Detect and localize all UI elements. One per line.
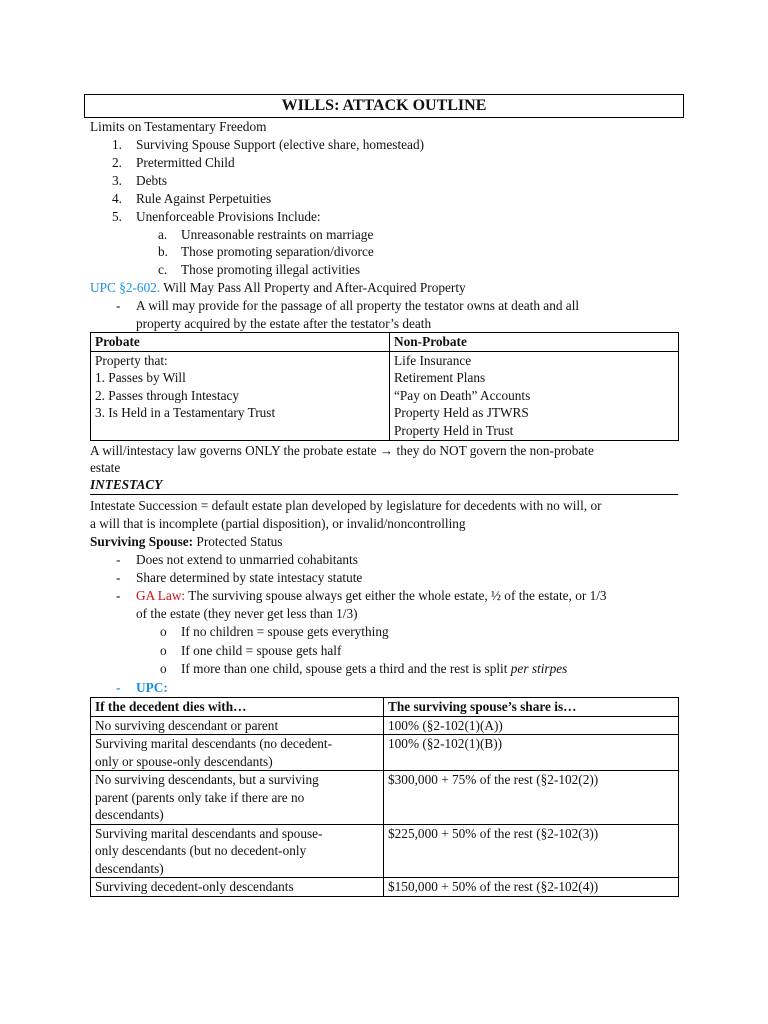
limits-subitem: Those promoting illegal activities: [181, 262, 361, 277]
circle-bullet-icon: o: [160, 661, 167, 676]
limits-subitem-letter: b.: [158, 244, 168, 259]
limits-item: Pretermitted Child: [136, 155, 235, 170]
limits-subitem: Unreasonable restraints on marriage: [181, 227, 374, 242]
table-row: [91, 824, 679, 878]
upc-share-table: [90, 697, 679, 897]
table-row: [91, 878, 679, 897]
decedent-cell: [91, 735, 384, 771]
ga-law-item: [181, 660, 567, 677]
decedent-cell-line: only or spouse-only descendants): [95, 753, 273, 769]
dash-bullet: -: [116, 552, 121, 567]
ga-law-item: If one child = spouse gets half: [181, 643, 342, 658]
per-stirpes-term: per stirpes: [510, 661, 568, 676]
decedent-cell: No surviving descendant or parent: [91, 716, 384, 735]
non-probate-line: Retirement Plans: [394, 370, 486, 385]
limits-subitem-letter: c.: [158, 262, 168, 277]
decedent-cell: [91, 771, 384, 825]
decedent-cell-line: Surviving marital descendants (no decedent-: [95, 736, 333, 751]
probate-table: [90, 332, 679, 441]
column-header-spouse-share: The surviving spouse’s share is…: [384, 698, 679, 717]
governs-text-part: they do NOT govern the non-probate: [396, 443, 594, 458]
governs-text: [90, 442, 594, 459]
table-row: [91, 351, 679, 440]
decedent-cell: Surviving decedent-only descendants: [91, 878, 384, 897]
right-arrow-icon: →: [379, 443, 394, 458]
limits-item-number: 4.: [112, 191, 122, 206]
probate-line: 1. Passes by Will: [95, 370, 186, 385]
ga-law-rule-continued: of the estate (they never get less than 1/3): [136, 606, 358, 621]
ga-law-label: GA Law:: [136, 588, 186, 603]
non-probate-line: Property Held as JTWRS: [394, 405, 529, 420]
column-header-probate: Probate: [91, 333, 390, 352]
column-header-decedent: If the decedent dies with…: [91, 698, 384, 717]
limits-item-number: 3.: [112, 173, 122, 188]
probate-line: Property that:: [95, 352, 168, 368]
non-probate-line: “Pay on Death” Accounts: [394, 387, 531, 403]
decedent-cell-line: descendants): [95, 860, 164, 876]
page-title: WILLS: ATTACK OUTLINE: [84, 94, 684, 118]
ga-law-rule: The surviving spouse always get either the whole estate, ½ of the estate, or 1/3: [188, 588, 607, 603]
surviving-spouse-label: Surviving Spouse:: [90, 534, 194, 549]
ga-law-item: If no children = spouse gets everything: [181, 624, 389, 639]
probate-line: 2. Passes through Intestacy: [95, 387, 240, 403]
upc-602-citation: UPC §2-602.: [90, 280, 161, 295]
limits-item: Unenforceable Provisions Include:: [136, 209, 321, 224]
limits-subitem: Those promoting separation/divorce: [181, 244, 374, 259]
upc-602-text: A will may provide for the passage of all property the testator owns at death and all: [136, 298, 580, 313]
spouse-bullet: Share determined by state intestacy statute: [136, 570, 363, 585]
share-cell: 100% (§2-102(1)(B)): [384, 735, 679, 771]
circle-bullet-icon: o: [160, 624, 167, 639]
intestacy-definition: Intestate Succession = default estate plan developed by legislature for decedents with no will, or: [90, 498, 602, 513]
table-header-row: [91, 333, 679, 352]
limits-item: Rule Against Perpetuities: [136, 191, 272, 206]
circle-bullet-icon: o: [160, 643, 167, 658]
section-divider: [90, 494, 678, 495]
upc-label: UPC:: [136, 680, 168, 695]
surviving-spouse-status: Protected Status: [196, 534, 283, 549]
limits-item-number: 1.: [112, 137, 122, 152]
governs-text-part: A will/intestacy law governs ONLY the probate estate: [90, 443, 377, 458]
decedent-cell-line: No surviving descendants, but a surviving: [95, 772, 319, 787]
share-cell: $150,000 + 50% of the rest (§2-102(4)): [384, 878, 679, 897]
upc-602-text: property acquired by the estate after the testator’s death: [136, 316, 432, 331]
share-cell: 100% (§2-102(1)(A)): [384, 716, 679, 735]
intestacy-heading: INTESTACY: [90, 477, 163, 492]
limits-item-number: 2.: [112, 155, 122, 170]
table-row: [91, 771, 679, 825]
limits-subitem-letter: a.: [158, 227, 168, 242]
non-probate-cell: [390, 351, 679, 440]
non-probate-line: Property Held in Trust: [394, 422, 514, 438]
dash-bullet: -: [116, 298, 121, 313]
ga-law-item-text: If more than one child, spouse gets a third and the rest is split: [181, 661, 508, 676]
decedent-cell: [91, 824, 384, 878]
table-row: [91, 735, 679, 771]
column-header-non-probate: Non-Probate: [390, 333, 679, 352]
spouse-bullet: Does not extend to unmarried cohabitants: [136, 552, 358, 567]
decedent-cell-line: only descendants (but no decedent-only: [95, 843, 307, 858]
decedent-cell-line: Surviving marital descendants and spouse-: [95, 825, 323, 841]
intestacy-definition: a will that is incomplete (partial disposition), or invalid/noncontrolling: [90, 516, 466, 531]
decedent-cell-line: descendants): [95, 807, 164, 822]
non-probate-line: Life Insurance: [394, 352, 472, 368]
upc-602-heading: [90, 279, 466, 296]
probate-line: 3. Is Held in a Testamentary Trust: [95, 405, 276, 420]
share-cell: $225,000 + 50% of the rest (§2-102(3)): [384, 824, 679, 878]
table-row: [91, 716, 679, 735]
dash-bullet: -: [116, 570, 121, 585]
table-header-row: [91, 698, 679, 717]
dash-bullet: -: [116, 588, 121, 603]
limits-item: Debts: [136, 173, 168, 188]
limits-heading: Limits on Testamentary Freedom: [90, 119, 267, 134]
limits-item: Surviving Spouse Support (elective share, homestead): [136, 137, 425, 152]
limits-item-number: 5.: [112, 209, 122, 224]
decedent-cell-line: parent (parents only take if there are no: [95, 789, 305, 805]
surviving-spouse-heading: [90, 533, 282, 550]
ga-law-text: [136, 587, 607, 604]
share-cell: $300,000 + 75% of the rest (§2-102(2)): [384, 771, 679, 825]
probate-cell: [91, 351, 390, 440]
dash-bullet: -: [116, 680, 121, 695]
governs-text-continued: estate: [90, 460, 121, 475]
upc-602-title: Will May Pass All Property and After-Acquired Property: [163, 280, 466, 295]
